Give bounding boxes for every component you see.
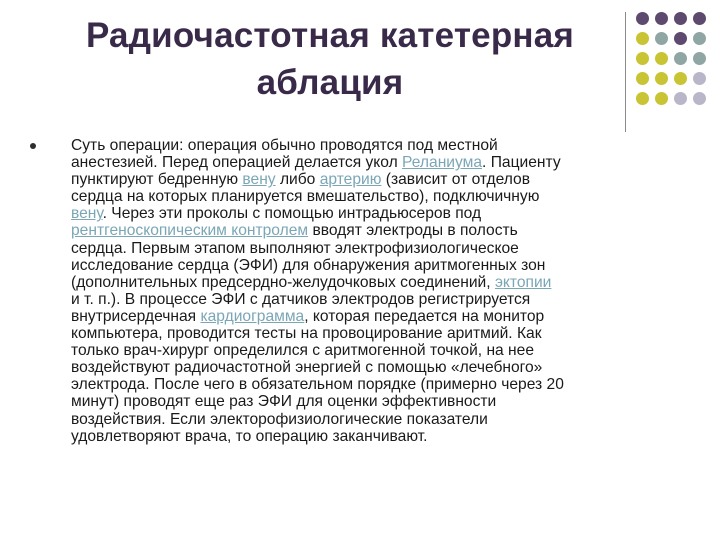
text-segment: вводят электроды в полость [308, 222, 518, 240]
text-line [71, 325, 683, 342]
decorative-dot [655, 92, 668, 105]
decorative-dot [674, 72, 687, 85]
slide-title [30, 12, 630, 106]
text-segment: минут) проводят еще раз ЭФИ для оценки эффективности [71, 393, 497, 411]
decorative-dot [674, 32, 687, 45]
decorative-dot [636, 72, 649, 85]
text-line [71, 154, 683, 171]
decorative-dot [674, 92, 687, 105]
text-link[interactable]: Реланиума [402, 154, 483, 172]
text-link[interactable]: эктопии [494, 273, 552, 291]
text-line [71, 376, 683, 393]
text-link[interactable]: рентгеноскопическим контролем [71, 222, 309, 240]
text-segment: компьютера, проводится тесты на провоцирование аритмий. Как [71, 325, 542, 343]
text-segment: исследование сердца (ЭФИ) для обнаружения аритмогенных зон [71, 256, 546, 274]
text-segment: воздействия. Если электорофизиологические показатели [71, 410, 488, 428]
text-segment: удовлетворяют врача, то операцию заканчивают. [71, 427, 428, 445]
text-line [71, 393, 683, 410]
text-segment: пунктируют бедренную [71, 171, 243, 189]
title-line-1: Радиочастотная катетерная [85, 16, 575, 55]
text-segment: . Пациенту [482, 154, 561, 172]
body-paragraph [71, 137, 683, 445]
decorative-dot [674, 12, 687, 25]
text-line [71, 274, 683, 291]
text-line [71, 308, 683, 325]
decorative-dot [693, 12, 706, 25]
decorative-dot [693, 92, 706, 105]
text-segment: сердца на которых планируется вмешательство), подключичную [71, 188, 540, 206]
text-line [71, 428, 683, 445]
text-segment: только врач-хирург определился с аритмогенной точкой, на нее [71, 342, 535, 360]
decorative-dot [655, 72, 668, 85]
text-segment: анестезией. Перед операцией делается укол [71, 154, 403, 172]
text-line [71, 205, 683, 222]
decorative-dot [636, 92, 649, 105]
text-line [71, 257, 683, 274]
text-segment: и т. п.). В процессе ЭФИ с датчиков электродов регистрируется [71, 290, 531, 308]
decorative-dot-grid [636, 12, 716, 132]
text-line [71, 411, 683, 428]
decorative-dot [655, 12, 668, 25]
bullet-icon [30, 143, 36, 149]
text-line [71, 342, 683, 359]
divider-line [625, 12, 626, 132]
decorative-dot [655, 52, 668, 65]
text-segment: воздействуют радиочастотной энергией с помощью «лечебного» [71, 359, 543, 377]
decorative-dot [693, 72, 706, 85]
decorative-dot [636, 52, 649, 65]
text-link[interactable]: вену [242, 171, 276, 189]
text-segment: сердца. Первым этапом выполняют электрофизиологическое [71, 239, 519, 257]
text-segment: внутрисердечная [71, 307, 201, 325]
decorative-dot [636, 32, 649, 45]
text-line [71, 171, 683, 188]
text-line [71, 137, 683, 154]
text-segment: Суть операции: операция обычно проводятся под местной [71, 137, 498, 154]
text-line [71, 240, 683, 257]
decorative-dot [674, 52, 687, 65]
text-segment: либо [275, 171, 320, 189]
text-segment: , которая передается на монитор [304, 307, 545, 325]
decorative-dot [693, 32, 706, 45]
text-link[interactable]: кардиограмма [200, 307, 305, 325]
text-link[interactable]: вену [71, 205, 103, 223]
decorative-dot [655, 32, 668, 45]
text-segment: электрода. После чего в обязательном порядке (примерно через 20 [71, 376, 564, 394]
decorative-dot [693, 52, 706, 65]
text-segment: (дополнительных предсердно-желудочковых соединений, [71, 273, 495, 291]
text-link[interactable]: артерию [319, 171, 382, 189]
text-line [71, 222, 683, 239]
text-line [71, 291, 683, 308]
text-line [71, 359, 683, 376]
title-line-2: аблация [256, 63, 404, 102]
text-segment: . Через эти проколы с помощью интрадьюсеров под [102, 205, 482, 223]
text-segment: (зависит от отделов [381, 171, 531, 189]
decorative-dot [636, 12, 649, 25]
text-line [71, 188, 683, 205]
